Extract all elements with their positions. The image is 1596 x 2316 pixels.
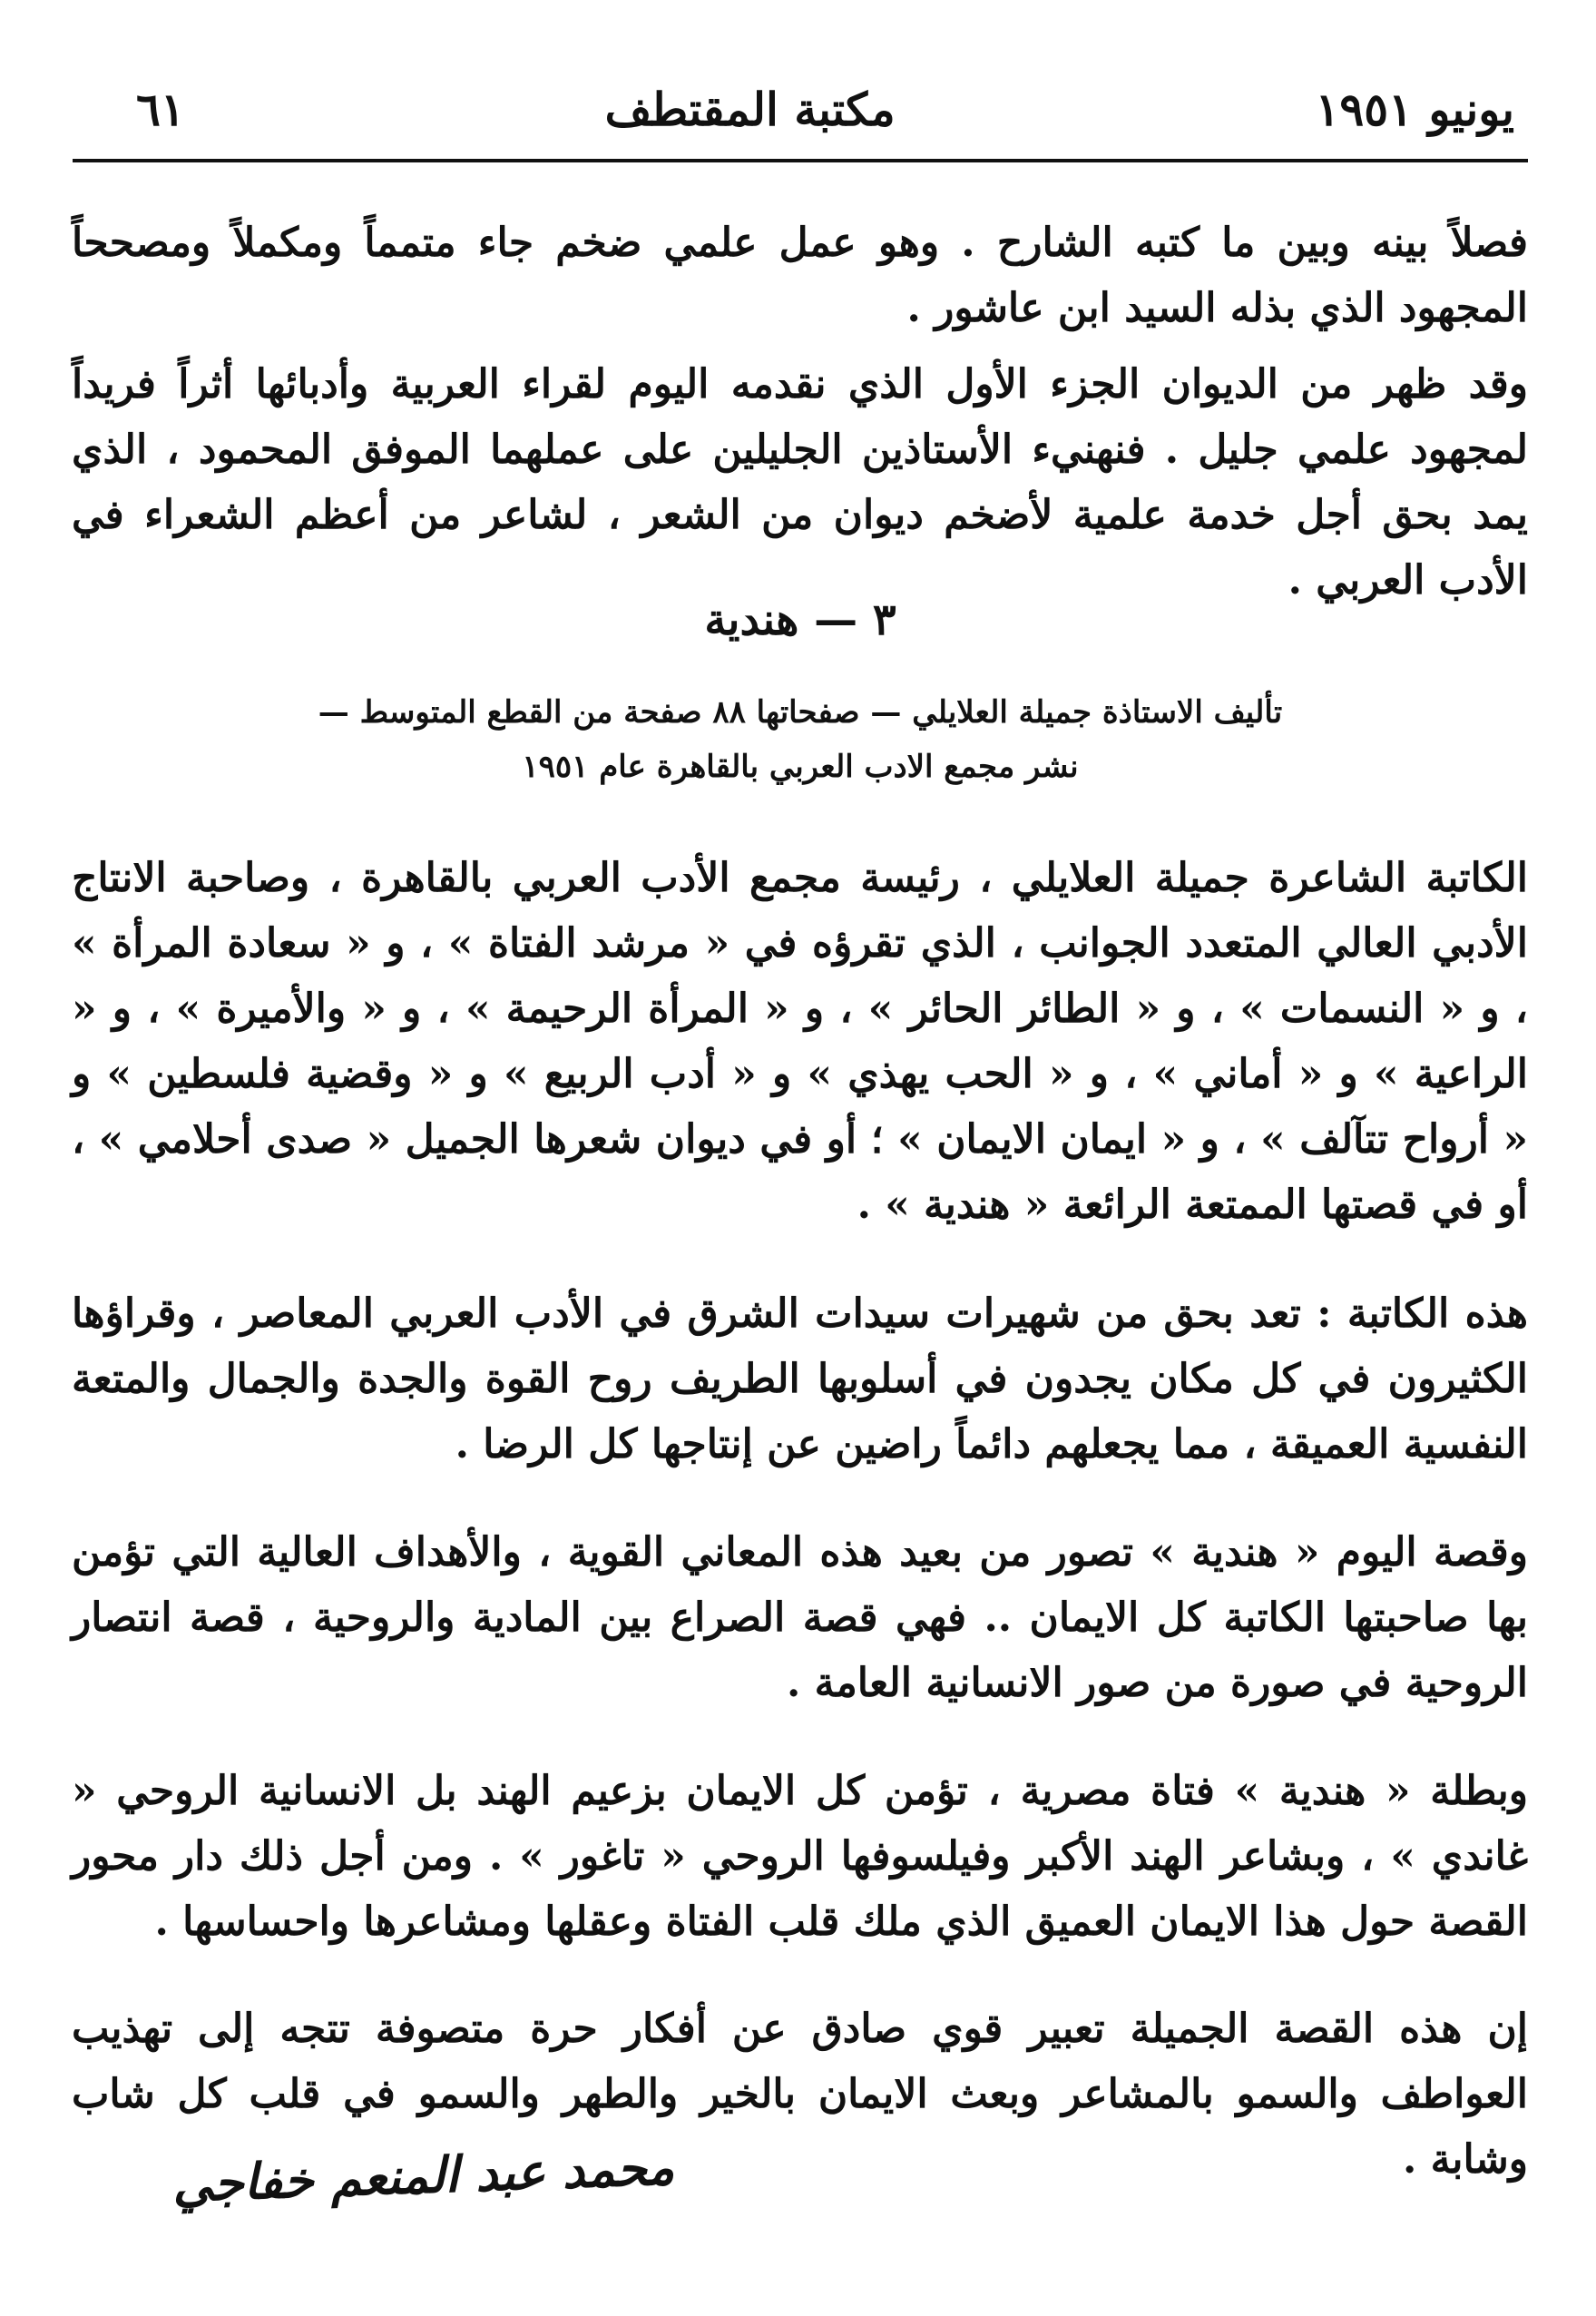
author-signature: محمد عبد المنعم خفاجي	[171, 2137, 676, 2213]
paragraph-conclusion: إن هذه القصة الجميلة تعبير قوي صادق عن أفكار حرة متصوفة تتجه إلى تهذيب العواطف والسمو بالمشاعر وبعث الايمان بالخير والطهر والسمو في قلب كل شاب وشابة .	[72, 2006, 1528, 2183]
paragraph-continuation: فصلاً بينه وبين ما كتبه الشارح . وهو عمل علمي ضخم جاء متمماً ومكملاً ومصححاً المجهود الذي بذله السيد ابن عاشور .	[72, 220, 1528, 331]
section-title: مكتبة المقتطف	[604, 82, 896, 136]
book-info-line-1: تأليف الاستاذة جميلة العلايلي — صفحاتها ٨٨ صفحة من القطع المتوسط —	[318, 694, 1283, 731]
paragraph-author: الكاتبة الشاعرة جميلة العلايلي ، رئيسة مجمع الأدب العربي بالقاهرة ، وصاحبة الانتاج الأدبي العالي المتعدد الجوانب ، الذي تقرؤه في « مرشد الفتاة » ، و « سعادة المرأة » ، و « النسمات » ، و « الطائر الحائر » ، و « المرأة الرحيمة » ، و « والأميرة » ، و « الراعية » و « أماني » ، و « الحب يهذي » و « أدب الربيع » و « وقضية فلسطين » و « أرواح تتآلف » ، و « ايمان الايمان » ؛ أو في ديوان شعرها الجميل « صدى أحلامي » ، أو في قصتها الممتعة الرائعة « هندية » .	[72, 855, 1528, 1228]
page-header	[136, 64, 1514, 154]
paragraph-story-themes: وقصة اليوم « هندية » تصور من بعيد هذه المعاني القوية ، والأهداف العالية التي تؤمن بها صاحبتها الكاتبة كل الايمان .. فهي قصة الصراع بين المادية والروحية ، قصة انتصار الروحية في صورة من صور الانسانية العامة .	[72, 1529, 1528, 1706]
header-rule	[73, 159, 1528, 162]
review-heading: ٣ — هندية	[704, 594, 896, 645]
paragraph-author-reputation: هذه الكاتبة : تعد بحق من شهيرات سيدات الشرق في الأدب العربي المعاصر ، وقراؤها الكثيرون في كل مكان يجدون في أسلوبها الطريف روح القوة والجدة والجمال والمتعة النفسية العميقة ، مما يجعلهم دائماً راضين عن إنتاجها كل الرضا .	[72, 1290, 1528, 1467]
page-number: ٦١	[136, 82, 185, 136]
book-info-line-2: نشر مجمع الادب العربي بالقاهرة عام ١٩٥١	[522, 749, 1079, 785]
paragraph-heroine: وبطلة « هندية » فتاة مصرية ، تؤمن كل الايمان بزعيم الهند بل الانسانية الروحي « غاندي » ، وبشاعر الهند الأكبر وفيلسوفها الروحي « تاغور » . ومن أجل ذلك دار محور القصة حول هذا الايمان العميق الذي ملك قلب الفتاة وعقلها ومشاعرها واحساسها .	[72, 1768, 1528, 1945]
paragraph-diwan: وقد ظهر من الديوان الجزء الأول الذي نقدمه اليوم لقراء العربية وأدبائها أثراً فريداً لمجهود علمي جليل . فنهنيء الأستاذين الجليلين على عملهما الموفق المحمود ، الذي يمد بحق أجل خدمة علمية لأضخم ديوان من الشعر ، لشاعر من أعظم الشعراء في الأدب العربي .	[72, 361, 1528, 604]
issue-date: يونيو ١٩٥١	[1315, 82, 1514, 136]
